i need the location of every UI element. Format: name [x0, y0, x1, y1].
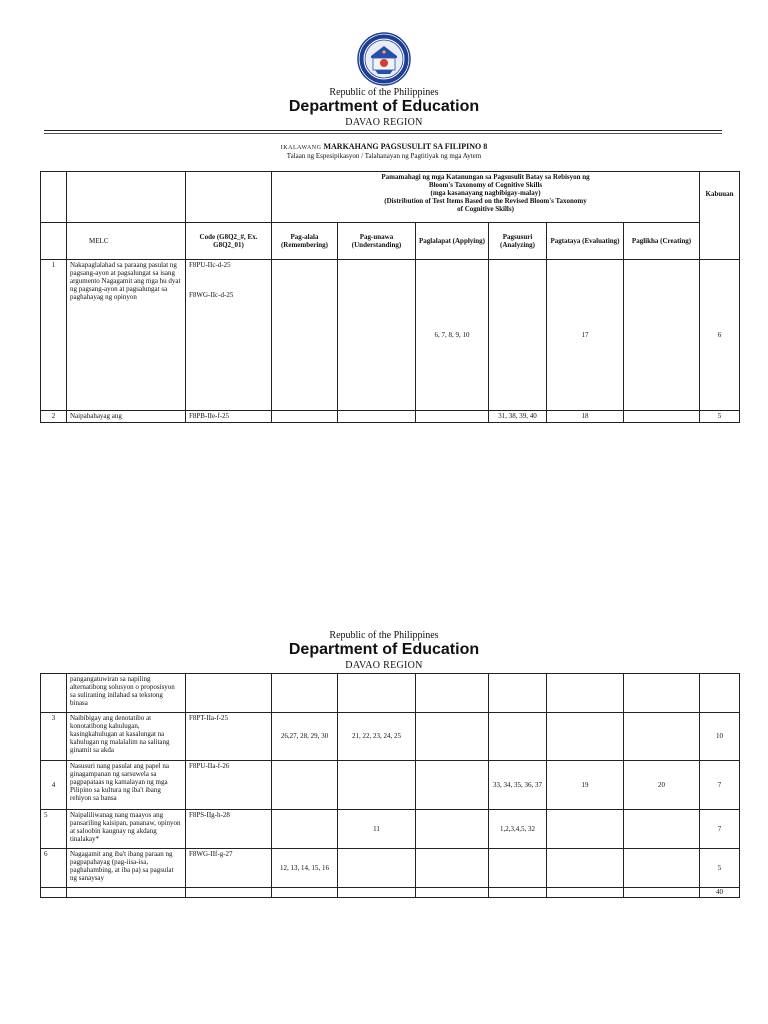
header-blank-code	[186, 172, 272, 223]
code-cell	[186, 674, 272, 713]
table-header-row-top	[41, 172, 740, 223]
title-prefix: IKALAWANG	[280, 145, 322, 151]
table-row: 5 Naipaliliwanag nang maayos ang pansariling kaisipan, pananaw, opinyon at saloobin kaugnay ng akdang tinalakay* F8PS-IIg-h-28 11 1,2,3,4,5, 32 7	[41, 810, 740, 849]
melc-cell: Naipaliliwanag nang maayos ang pansariling kaisipan, pananaw, opinyon at saloobin kaugnay ng akdang tinalakay*	[67, 810, 186, 849]
table-total-row	[41, 888, 740, 898]
grand-total: 40	[700, 888, 740, 898]
header-blank-num	[41, 172, 67, 223]
table-row	[41, 674, 740, 713]
melc-cell: Nasusuri nang pasulat ang papel na ginagampanan ng sarsuwela sa pagpapataas ng kamalayan ng mga Pilipino sa kultura ng iba't ibang rehiyon sa bansa	[67, 761, 186, 810]
code-cell: F8PS-IIg-h-28	[186, 810, 272, 849]
header-applying: Paglalapat (Applying)	[416, 223, 489, 260]
header-region: DAVAO REGION	[345, 117, 423, 128]
table-row: 4 Nasusuri nang pasulat ang papel na ginagampanan ng sarsuwela sa pagpapataas ng kamalayan ng mga Pilipino sa kultura ng iba't ibang rehiyon sa bansa F8PU-IIa-f-26 33, 34, 35, 36, 37 19 20 7	[41, 761, 740, 810]
table-row: 6 Nagagamit ang iba't ibang paraan ng pagpapahayag (pag-iisa-isa, paghahambing, at iba pa) sa pagsulat ng sanaysay F8WG-IIf-g-27 12, 13, 14, 15, 16 5	[41, 849, 740, 888]
deped-seal-icon	[357, 32, 411, 86]
tos-table-page-2	[40, 673, 740, 898]
document-page-2	[0, 560, 768, 1024]
melc-cell: Naibibigay ang denotatibo at konotatibong kahulugan, kasingkahulugan at kasalungat na kahulugan ng malalalim na salitang ginamit sa akda	[67, 713, 186, 761]
code-cell: F8WG-IIf-g-27	[186, 849, 272, 888]
header-department: Department of Education	[288, 641, 480, 658]
code-cell: F8PB-IIe-f-25	[186, 411, 272, 423]
header-num	[41, 223, 67, 260]
header-melc: MELC	[67, 223, 186, 260]
header-creating: Paglikha (Creating)	[624, 223, 700, 260]
header-code: Code (G8Q2_#, Ex. G8Q2_01)	[186, 223, 272, 260]
code-cell: F8PT-IIa-f-25	[186, 713, 272, 761]
header-blank-melc	[67, 172, 186, 223]
table-header-row-levels	[41, 223, 740, 260]
table-row: 2 Naipahahayag ang F8PB-IIe-f-25 31, 38, 39, 40 18 5	[41, 411, 740, 423]
melc-cell: pangangatuwiran sa napiling alternatibong solusyon o proposisyon sa suliraning inilahad sa tekstong binasa	[67, 674, 186, 713]
melc-cell: Nagagamit ang iba't ibang paraan ng pagpapahayag (pag-iisa-isa, paghahambing, at iba pa) sa pagsulat ng sanaysay	[67, 849, 186, 888]
header-analyzing: Pagsusuri (Analyzing)	[489, 223, 547, 260]
melc-cell: Naipahahayag ang	[67, 411, 186, 423]
title-main: MARKAHANG PAGSUSULIT SA FILIPINO 8	[323, 142, 488, 151]
tos-table-page-1	[40, 171, 740, 423]
header-rule-thin	[44, 133, 722, 134]
header-remembering: Pag-alala (Remembering)	[272, 223, 338, 260]
code-cell: F8PU-IIc-d-25 F8WG-IIc-d-25	[186, 260, 272, 411]
table-row: 1 Nakapaglalahad sa paraang pasulat ng pagsang-ayon at pagsalungat sa isang argumento Nagagamit ang mga hu dyat ng pagsang-ayon at pagsalungat sa paghahayag ng opinyon F8PU-IIc-d-25 F8WG-IIc-d-25 6, 7, 8, 9, 10 17 6	[41, 260, 740, 411]
header-total: Kabuuan	[700, 172, 740, 260]
header-republic: Republic of the Philippines	[329, 630, 439, 641]
header-region: DAVAO REGION	[345, 660, 423, 671]
document-subtitle: Talaan ng Espesipikasyon / Talahanayan ng Pagtitiyak ng mga Aytem	[286, 152, 482, 160]
header-distribution: Pamamahagi ng mga Katanungan sa Pagsusulit Batay sa Rebisyon ng Bloom's Taxonomy of Cognitive Skills (mga kasanayang nagbibigay-malay) (Distribution of Test Items Based on the Revised Bloom's Taxonomy of Cognitive Skills)	[272, 172, 700, 223]
header-understanding: Pag-unawa (Understanding)	[338, 223, 416, 260]
melc-cell: Nakapaglalahad sa paraang pasulat ng pagsang-ayon at pagsalungat sa isang argumento Nagagamit ang mga hu dyat ng pagsang-ayon at pagsalungat sa paghahayag ng opinyon	[67, 260, 186, 411]
table-row: 3 Naibibigay ang denotatibo at konotatibong kahulugan, kasingkahulugan at kasalungat na kahulugan ng malalalim na salitang ginamit sa akda F8PT-IIa-f-25 26,27, 28, 29, 30 21, 22, 23, 24, 25 10	[41, 713, 740, 761]
header-republic: Republic of the Philippines	[329, 87, 439, 98]
code-cell: F8PU-IIa-f-26	[186, 761, 272, 810]
header-rule	[44, 130, 722, 131]
document-title	[0, 142, 768, 151]
header-department: Department of Education	[288, 98, 480, 115]
header-evaluating: Pagtataya (Evaluating)	[547, 223, 624, 260]
